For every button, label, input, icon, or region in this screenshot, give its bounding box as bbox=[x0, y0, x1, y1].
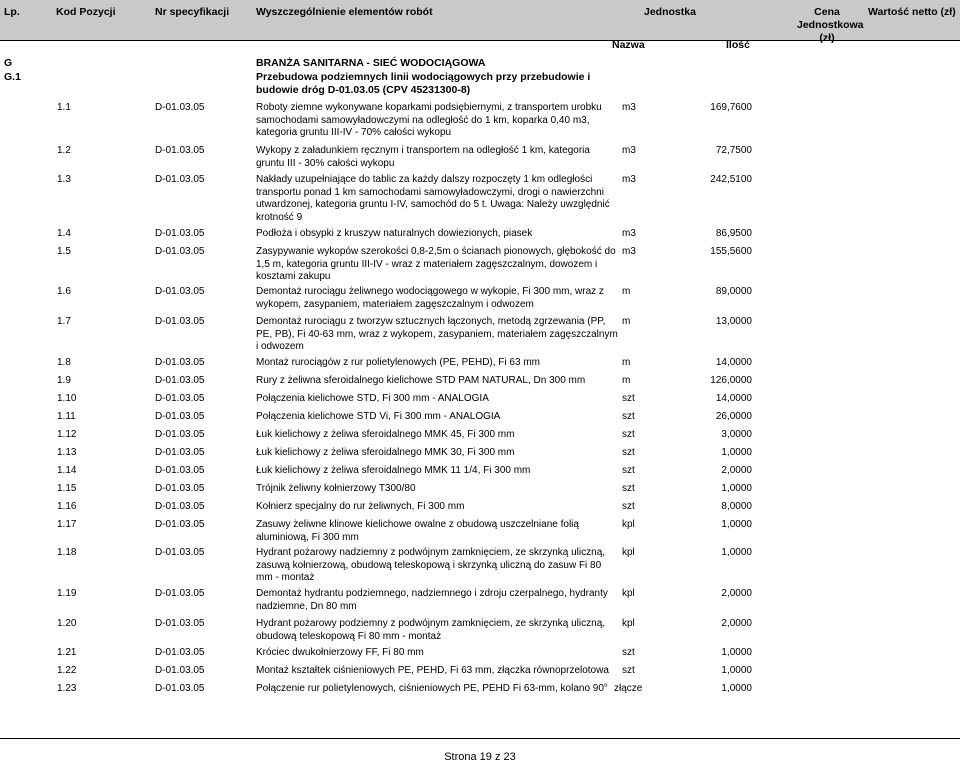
row-lp: 1.11 bbox=[57, 411, 76, 422]
row-unit: szt bbox=[622, 483, 635, 494]
row-kod: D-01.03.05 bbox=[155, 519, 205, 530]
row-desc: Hydrant pożarowy podziemny z podwójnym zamknięciem, ze skrzynką uliczną, obudową teleskopową Fi 80 mm - montaż bbox=[256, 618, 606, 642]
row-desc: Demontaż rurociągu z tworzyw sztucznych łączonych, metodą zgrzewania (PP, PE, PB), Fi 40-63 mm, wraz z wykopem, zasypaniem, materiałem zagęszczalnym i odwozem bbox=[256, 316, 618, 352]
row-lp: 1.8 bbox=[57, 357, 71, 368]
row-desc: Demontaż rurociągu żeliwnego wodociągowego w wykopie, Fi 300 mm, wraz z wykopem, zasypaniem, materiałem zagęszczalnym i odwozem bbox=[256, 286, 604, 310]
row-unit: szt bbox=[622, 465, 635, 476]
row-unit: m3 bbox=[622, 246, 636, 257]
row-kod: D-01.03.05 bbox=[155, 447, 205, 458]
header-nazwa: Nazwa bbox=[612, 39, 645, 51]
row-kod: D-01.03.05 bbox=[155, 102, 205, 113]
row-desc: Łuk kielichowy z żeliwa sferoidalnego MMK 11 1/4, Fi 300 mm bbox=[256, 465, 531, 476]
row-desc: Roboty ziemne wykonywane koparkami podsiębiernymi, z transportem urobku samochodami samowyładowczymi na odległość do 1 km, koparka 0,40 m3, kategoria gruntu III-IV - 70% całości wykopu bbox=[256, 102, 602, 138]
row-qty: 1,0000 bbox=[721, 447, 752, 458]
row-unit: m3 bbox=[622, 102, 636, 113]
row-kod: D-01.03.05 bbox=[155, 246, 205, 257]
row-qty: 1,0000 bbox=[721, 647, 752, 658]
row-kod: D-01.03.05 bbox=[155, 683, 205, 694]
header-wartosc: Wartość netto (zł) bbox=[868, 6, 956, 18]
row-desc: Demontaż hydrantu podziemnego, nadziemnego i zdroju czerpalnego, hydranty nadziemne, Dn 80 mm bbox=[256, 588, 608, 612]
row-unit: m3 bbox=[622, 228, 636, 239]
header-desc: Wyszczególnienie elementów robót bbox=[256, 6, 433, 18]
row-lp: 1.4 bbox=[57, 228, 71, 239]
row-kod: D-01.03.05 bbox=[155, 429, 205, 440]
row-unit: szt bbox=[622, 411, 635, 422]
row-kod: D-01.03.05 bbox=[155, 588, 205, 599]
row-qty: 14,0000 bbox=[715, 393, 752, 404]
row-qty: 126,0000 bbox=[710, 375, 752, 386]
row-unit: m3 bbox=[622, 145, 636, 156]
row-desc: Montaż kształtek ciśnieniowych PE, PEHD, Fi 63 mm, złączka równoprzelotowa bbox=[256, 665, 609, 676]
row-unit: kpl bbox=[622, 547, 635, 558]
row-unit: szt bbox=[622, 647, 635, 658]
row-desc: Łuk kielichowy z żeliwa sferoidalnego MMK 30, Fi 300 mm bbox=[256, 447, 515, 458]
row-lp: 1.7 bbox=[57, 316, 71, 327]
row-kod: D-01.03.05 bbox=[155, 547, 205, 558]
row-unit: kpl bbox=[622, 519, 635, 530]
row-qty: 1,0000 bbox=[721, 665, 752, 676]
header-kod: Kod Pozycji bbox=[56, 6, 116, 18]
row-kod: D-01.03.05 bbox=[155, 393, 205, 404]
row-lp: 1.14 bbox=[57, 465, 77, 476]
row-lp: 1.6 bbox=[57, 286, 71, 297]
row-qty: 13,0000 bbox=[715, 316, 752, 327]
row-unit: szt bbox=[622, 447, 635, 458]
row-kod: D-01.03.05 bbox=[155, 411, 205, 422]
row-lp: 1.2 bbox=[57, 145, 71, 156]
row-kod: D-01.03.05 bbox=[155, 145, 205, 156]
row-qty: 1,0000 bbox=[721, 547, 752, 558]
row-qty: 8,0000 bbox=[721, 501, 752, 512]
row-desc: Wykopy z załadunkiem ręcznym i transportem na odległość 1 km, kategoria gruntu III - 30% całości wykopu bbox=[256, 145, 590, 169]
row-unit: szt bbox=[622, 665, 635, 676]
row-unit: szt bbox=[622, 393, 635, 404]
row-unit: m bbox=[622, 286, 631, 297]
row-qty: 2,0000 bbox=[721, 618, 752, 629]
row-lp: 1.1 bbox=[57, 102, 71, 113]
row-desc: Zasuwy żeliwne klinowe kielichowe owalne z obudową uszczelniane folią aluminiową, Fi 300 mm bbox=[256, 519, 579, 543]
subgroup-code: G.1 bbox=[4, 71, 21, 83]
row-kod: D-01.03.05 bbox=[155, 618, 205, 629]
page-number: Strona 19 z 23 bbox=[444, 751, 516, 763]
row-lp: 1.16 bbox=[57, 501, 77, 512]
header-spec: Nr specyfikacji bbox=[155, 6, 230, 18]
row-qty: 86,9500 bbox=[715, 228, 752, 239]
row-kod: D-01.03.05 bbox=[155, 665, 205, 676]
row-desc: Montaż rurociągów z rur polietylenowych (PE, PEHD), Fi 63 mm bbox=[256, 357, 540, 368]
row-lp: 1.19 bbox=[57, 588, 77, 599]
row-desc: Połączenie rur polietylenowych, ciśnieniowych PE, PEHD Fi 63-mm, kolano 90° bbox=[256, 683, 608, 694]
row-desc: Rury z żeliwna sferoidalnego kielichowe STD PAM NATURAL, Dn 300 mm bbox=[256, 375, 586, 386]
row-lp: 1.5 bbox=[57, 246, 71, 257]
row-desc: Podłoża i obsypki z kruszyw naturalnych dowiezionych, piasek bbox=[256, 228, 533, 239]
row-qty: 2,0000 bbox=[721, 588, 752, 599]
row-qty: 155,5600 bbox=[710, 246, 752, 257]
row-qty: 1,0000 bbox=[721, 683, 752, 694]
row-desc: Nakłady uzupełniające do tablic za każdy dalszy rozpoczęty 1 km odległości transportu ponad 1 km samochodami samowyładowczymi, drogi o nawierzchni utwardzonej, kategoria gruntu I-IV, samochód do 5 t. Uwaga: Należy uwzględnić krotność 9 bbox=[256, 174, 610, 223]
row-desc: Króciec dwukołnierzowy FF, Fi 80 mm bbox=[256, 647, 424, 658]
row-qty: 1,0000 bbox=[721, 483, 752, 494]
group-code: G bbox=[4, 57, 13, 69]
row-desc: Łuk kielichowy z żeliwa sferoidalnego MMK 45, Fi 300 mm bbox=[256, 429, 515, 440]
subgroup-title: Przebudowa podziemnych linii wodociągowych przy przebudowie i budowie dróg D-01.03.05 (CPV 45231300-8) bbox=[256, 71, 591, 96]
row-kod: D-01.03.05 bbox=[155, 357, 205, 368]
row-kod: D-01.03.05 bbox=[155, 501, 205, 512]
row-qty: 26,0000 bbox=[715, 411, 752, 422]
row-unit: szt bbox=[622, 501, 635, 512]
row-qty: 2,0000 bbox=[721, 465, 752, 476]
row-kod: D-01.03.05 bbox=[155, 375, 205, 386]
row-unit: m bbox=[622, 316, 631, 327]
row-lp: 1.20 bbox=[57, 618, 77, 629]
row-qty: 169,7600 bbox=[710, 102, 752, 113]
header-ilosc: Ilość bbox=[726, 39, 750, 51]
row-lp: 1.18 bbox=[57, 547, 77, 558]
row-desc: Kołnierz specjalny do rur żeliwnych, Fi 300 mm bbox=[256, 501, 465, 512]
footer-divider bbox=[0, 738, 960, 739]
row-kod: D-01.03.05 bbox=[155, 286, 205, 297]
row-qty: 242,5100 bbox=[710, 174, 752, 185]
row-kod: D-01.03.05 bbox=[155, 465, 205, 476]
row-kod: D-01.03.05 bbox=[155, 174, 205, 185]
row-lp: 1.17 bbox=[57, 519, 77, 530]
row-kod: D-01.03.05 bbox=[155, 483, 205, 494]
row-unit: m3 bbox=[622, 174, 636, 185]
row-lp: 1.12 bbox=[57, 429, 77, 440]
row-lp: 1.10 bbox=[57, 393, 77, 404]
row-unit: m bbox=[622, 375, 631, 386]
row-unit: kpl bbox=[622, 618, 635, 629]
row-lp: 1.13 bbox=[57, 447, 77, 458]
row-unit: złącze bbox=[614, 683, 643, 694]
row-desc: Trójnik żeliwny kołnierzowy T300/80 bbox=[256, 483, 416, 494]
row-kod: D-01.03.05 bbox=[155, 316, 205, 327]
row-qty: 1,0000 bbox=[721, 519, 752, 530]
row-desc: Połączenia kielichowe STD, Fi 300 mm - ANALOGIA bbox=[256, 393, 489, 404]
group-title: BRANŻA SANITARNA - SIEĆ WODOCIĄGOWA bbox=[256, 57, 486, 69]
header-lp: Lp. bbox=[4, 6, 20, 18]
row-desc: Zasypywanie wykopów szerokości 0,8-2,5m o ścianach pionowych, głębokość do 1,5 m, kategoria gruntu III-IV - wraz z materiałem zagęszczalnym, dowozem i kosztami zakupu bbox=[256, 246, 616, 282]
row-lp: 1.3 bbox=[57, 174, 71, 185]
header-cena: Cena Jednostkowa (zł) bbox=[797, 6, 864, 44]
row-lp: 1.23 bbox=[57, 683, 77, 694]
header-jednostka: Jednostka bbox=[644, 6, 696, 18]
row-unit: m bbox=[622, 357, 631, 368]
row-lp: 1.22 bbox=[57, 665, 77, 676]
row-qty: 72,7500 bbox=[715, 145, 752, 156]
row-desc: Hydrant pożarowy nadziemny z podwójnym zamknięciem, ze skrzynką uliczną, zasuwą kołnierzową, obudową teleskopową i skrzynką uliczną do zasuw Fi 80 mm - montaż bbox=[256, 547, 606, 583]
row-lp: 1.15 bbox=[57, 483, 77, 494]
row-qty: 3,0000 bbox=[721, 429, 752, 440]
row-kod: D-01.03.05 bbox=[155, 647, 205, 658]
row-qty: 14,0000 bbox=[715, 357, 752, 368]
row-lp: 1.21 bbox=[57, 647, 77, 658]
row-unit: kpl bbox=[622, 588, 635, 599]
row-qty: 89,0000 bbox=[715, 286, 752, 297]
row-desc: Połączenia kielichowe STD Vi, Fi 300 mm - ANALOGIA bbox=[256, 411, 501, 422]
row-unit: szt bbox=[622, 429, 635, 440]
row-kod: D-01.03.05 bbox=[155, 228, 205, 239]
row-lp: 1.9 bbox=[57, 375, 71, 386]
